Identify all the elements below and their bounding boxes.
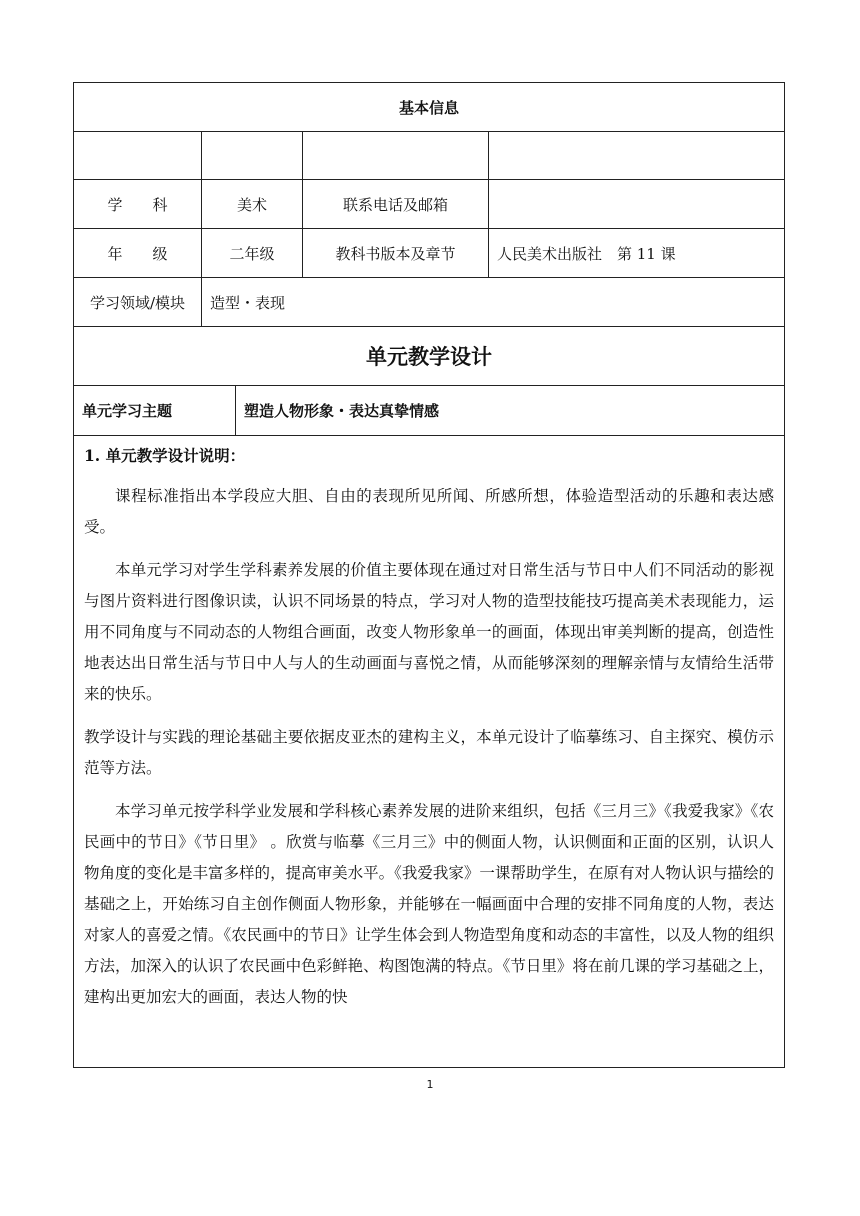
contact-label: 联系电话及邮箱	[342, 195, 448, 214]
section-heading: 1. 单元教学设计说明：	[84, 446, 246, 465]
contact-label-cell	[303, 180, 489, 228]
theme-label: 单元学习主题	[82, 402, 173, 420]
domain-row	[74, 278, 784, 327]
empty-cell	[74, 132, 202, 179]
grade-label: 年 级	[107, 244, 168, 263]
textbook-label-cell	[303, 229, 489, 277]
empty-cell	[489, 132, 784, 179]
info-table	[73, 82, 785, 1068]
subject-label: 学 科	[107, 195, 168, 214]
grade-label-cell	[74, 229, 202, 277]
theme-row	[74, 386, 784, 436]
unit-design-description	[74, 436, 784, 1067]
subject-row	[74, 180, 784, 229]
textbook-value: 人民美术出版社 第 11 课	[497, 244, 676, 263]
empty-row	[74, 132, 784, 180]
subject-label-cell	[74, 180, 202, 228]
empty-cell	[303, 132, 489, 179]
page-number: 1	[426, 1078, 434, 1091]
empty-cell	[202, 132, 303, 179]
textbook-value-cell	[489, 229, 784, 277]
domain-label: 学习领域/模块	[89, 293, 186, 312]
domain-value-cell	[202, 278, 784, 326]
grade-row	[74, 229, 784, 278]
grade-value: 二年级	[229, 244, 275, 263]
basic-info-title: 基本信息	[398, 98, 459, 117]
domain-label-cell	[74, 278, 202, 326]
paragraph: 本学习单元按学科学业发展和学科核心素养发展的进阶来组织，包括《三月三》《我爱我家》《农民画中的节日》《节日里》 。欣赏与临摹《三月三》中的侧面人物，认识侧面和正面的区别，认识人物角度的变化是丰富多样的，提高审美水平。《我爱我家》一课帮助学生，在原有对人物认识与描绘的基础之上，开始练习自主创作侧面人物形象，并能够在一幅画面中合理的安排不同角度的人物，表达对家人的喜爱之情。《农民画中的节日》让学生体会到人物造型角度和动态的丰富性，以及人物的组织方法，加深入的认识了农民画中色彩鲜艳、构图饱满的特点。《节日里》将在前几课的学习基础之上，建构出更加宏大的画面，表达人物的快	[84, 802, 774, 1006]
contact-value-cell	[489, 180, 784, 228]
subject-value-cell	[202, 180, 303, 228]
basic-info-header-row	[74, 83, 784, 132]
paragraph: 本单元学习对学生学科素养发展的价值主要体现在通过对日常生活与节日中人们不同活动的影视与图片资料进行图像识读，认识不同场景的特点，学习对人物的造型技能技巧提高美术表现能力，运用不同角度与不同动态的人物组合画面，改变人物形象单一的画面，体现出审美判断的提高，创造性地表达出日常生活与节日中人与人的生动画面与喜悦之情，从而能够深刻的理解亲情与友情给生活带来的快乐。	[84, 561, 774, 703]
unit-design-header-row	[74, 327, 784, 386]
subject-value: 美术	[236, 195, 267, 214]
domain-value: 造型・表现	[210, 293, 286, 312]
paragraph: 课程标准指出本学段应大胆、自由的表现所见所闻、所感所想，体验造型活动的乐趣和表达感受。	[84, 487, 774, 536]
paragraph: 教学设计与实践的理论基础主要依据皮亚杰的建构主义，本单元设计了临摹练习、自主探究、模仿示范等方法。	[84, 728, 774, 777]
theme-label-cell	[74, 386, 236, 435]
unit-design-title: 单元教学设计	[366, 344, 492, 369]
theme-value: 塑造人物形象・表达真挚情感	[244, 402, 440, 420]
theme-value-cell	[236, 386, 784, 435]
grade-value-cell	[202, 229, 303, 277]
textbook-label: 教科书版本及章节	[335, 244, 456, 263]
